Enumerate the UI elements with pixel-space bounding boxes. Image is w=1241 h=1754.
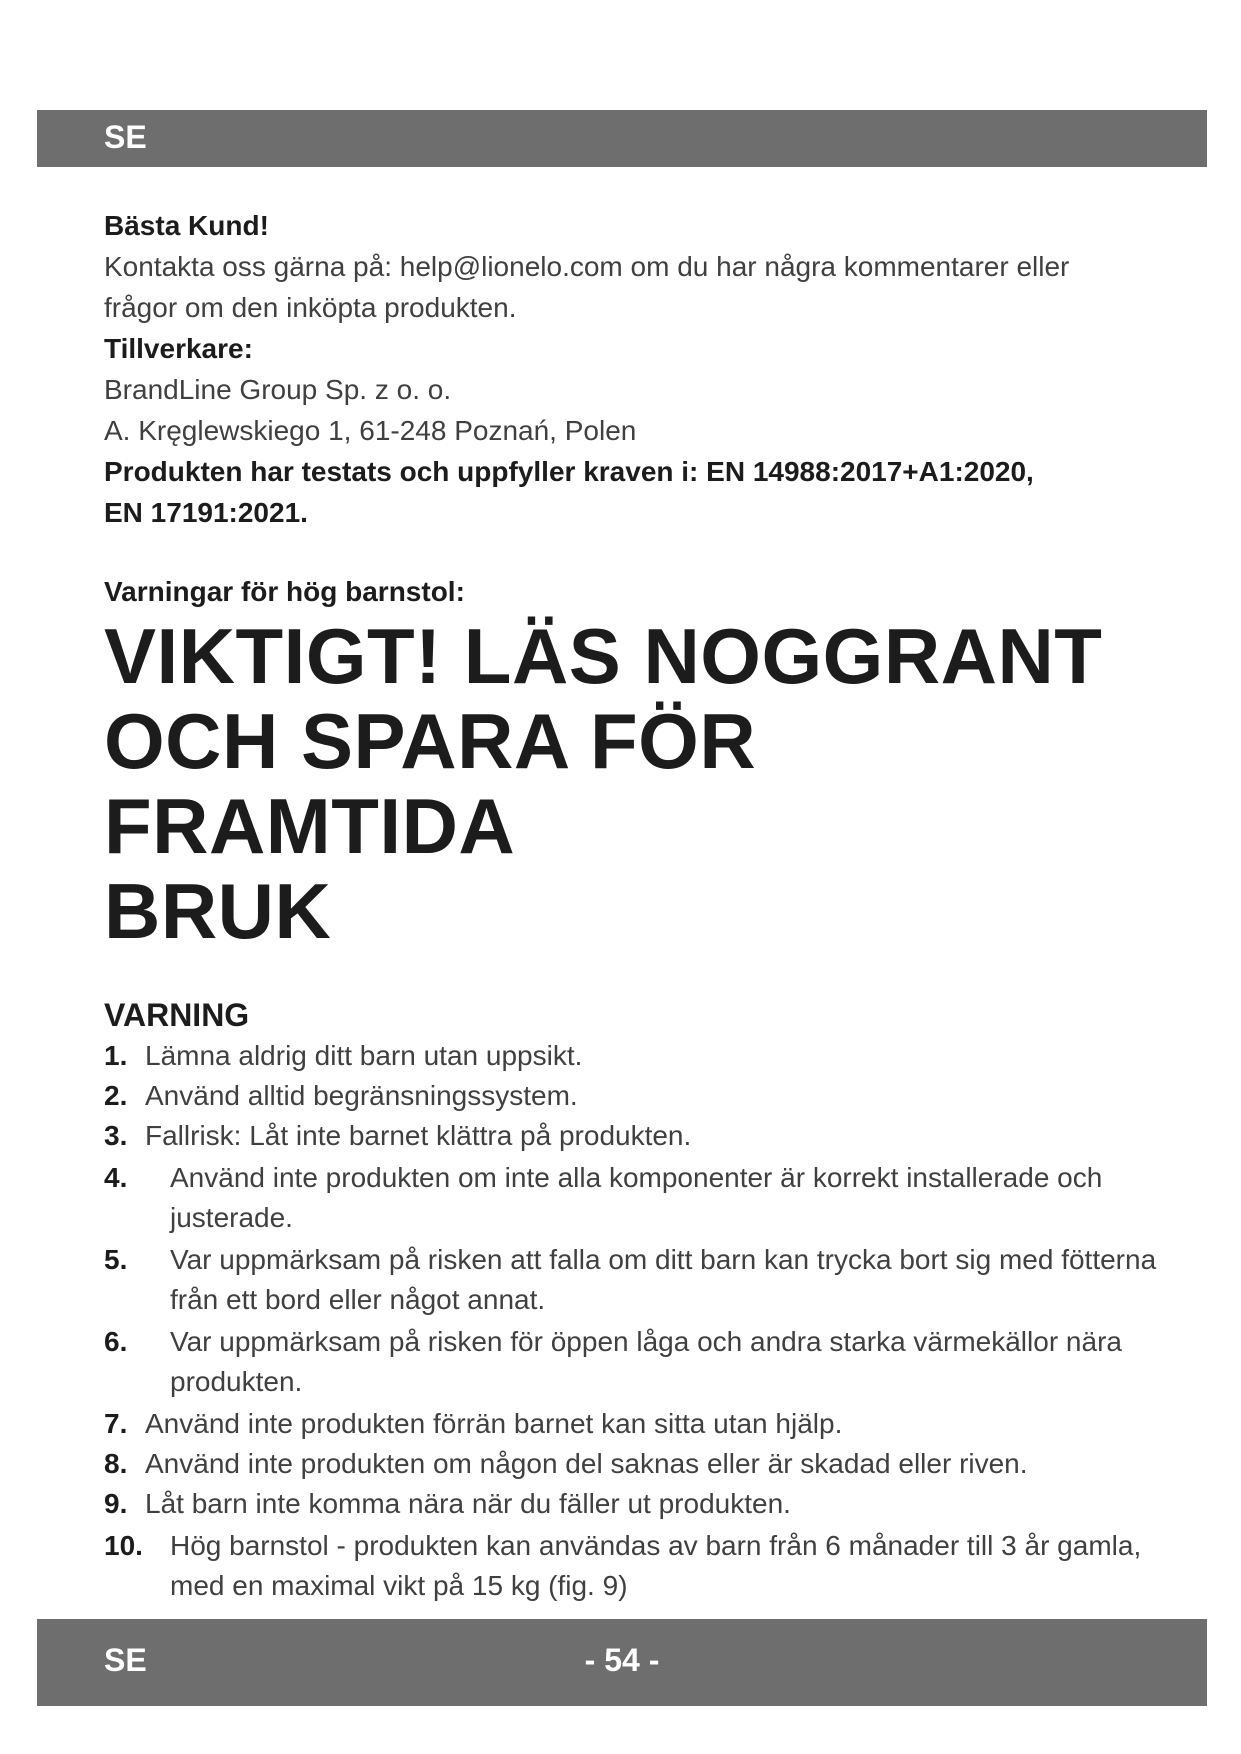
page-content	[104, 205, 1164, 1608]
page-number: - 54 -	[584, 1642, 660, 1678]
list-item: 6. Var uppmärksam på risken för öppen låga och andra starka värmekällor nära produkten.	[104, 1326, 1122, 1397]
list-item: 7. Använd inte produkten förrän barnet kan sitta utan hjälp.	[104, 1408, 843, 1439]
main-title-line-2: OCH SPARA FÖR FRAMTIDA	[104, 697, 757, 870]
standards-line-1: Produkten har testats och uppfyller kraven i: EN 14988:2017+A1:2020,	[104, 456, 1034, 487]
manufacturer-address: A. Kręglewskiego 1, 61-248 Poznań, Polen	[104, 415, 637, 446]
warnings-intro: Varningar för hög barnstol:	[104, 576, 465, 607]
list-item: 5. Var uppmärksam på risken att falla om ditt barn kan trycka bort sig med fötterna från ett bord eller något annat.	[104, 1244, 1157, 1315]
contact-line-1: Kontakta oss gärna på: help@lionelo.com om du har några kommentarer eller	[104, 251, 1070, 282]
header-bar	[37, 110, 1207, 167]
manufacturer-label: Tillverkare:	[104, 333, 253, 364]
list-item: 4. Använd inte produkten om inte alla komponenter är korrekt installerade och justerade.	[104, 1162, 1103, 1233]
manufacturer-name: BrandLine Group Sp. z o. o.	[104, 374, 452, 405]
warning-heading: VARNING	[104, 997, 250, 1033]
list-item: 8. Använd inte produkten om någon del saknas eller är skadad eller riven.	[104, 1448, 1028, 1479]
main-title	[104, 614, 1164, 954]
main-title-line-1: VIKTIGT! LÄS NOGGRANT	[104, 612, 1103, 700]
list-item: 2. Använd alltid begränsningssystem.	[104, 1080, 578, 1111]
list-item: 1. Lämna aldrig ditt barn utan uppsikt.	[104, 1040, 583, 1071]
list-item: 3. Fallrisk: Låt inte barnet klättra på produkten.	[104, 1120, 692, 1151]
header-language-code: SE	[104, 119, 147, 155]
footer-language-code: SE	[104, 1642, 147, 1678]
greeting: Bästa Kund!	[104, 210, 269, 241]
contact-line-2: frågor om den inköpta produkten.	[104, 292, 517, 323]
list-item: 9. Låt barn inte komma nära när du fäller ut produkten.	[104, 1488, 791, 1519]
main-title-line-3: BRUK	[104, 867, 332, 955]
footer-bar	[37, 1619, 1207, 1706]
list-item: 10. Hög barnstol - produkten kan användas av barn från 6 månader till 3 år gamla, med en maximal vikt på 15 kg (fig. 9)	[104, 1530, 1142, 1601]
standards-line-2: EN 17191:2021.	[104, 497, 308, 528]
warning-list	[104, 1036, 1164, 1606]
